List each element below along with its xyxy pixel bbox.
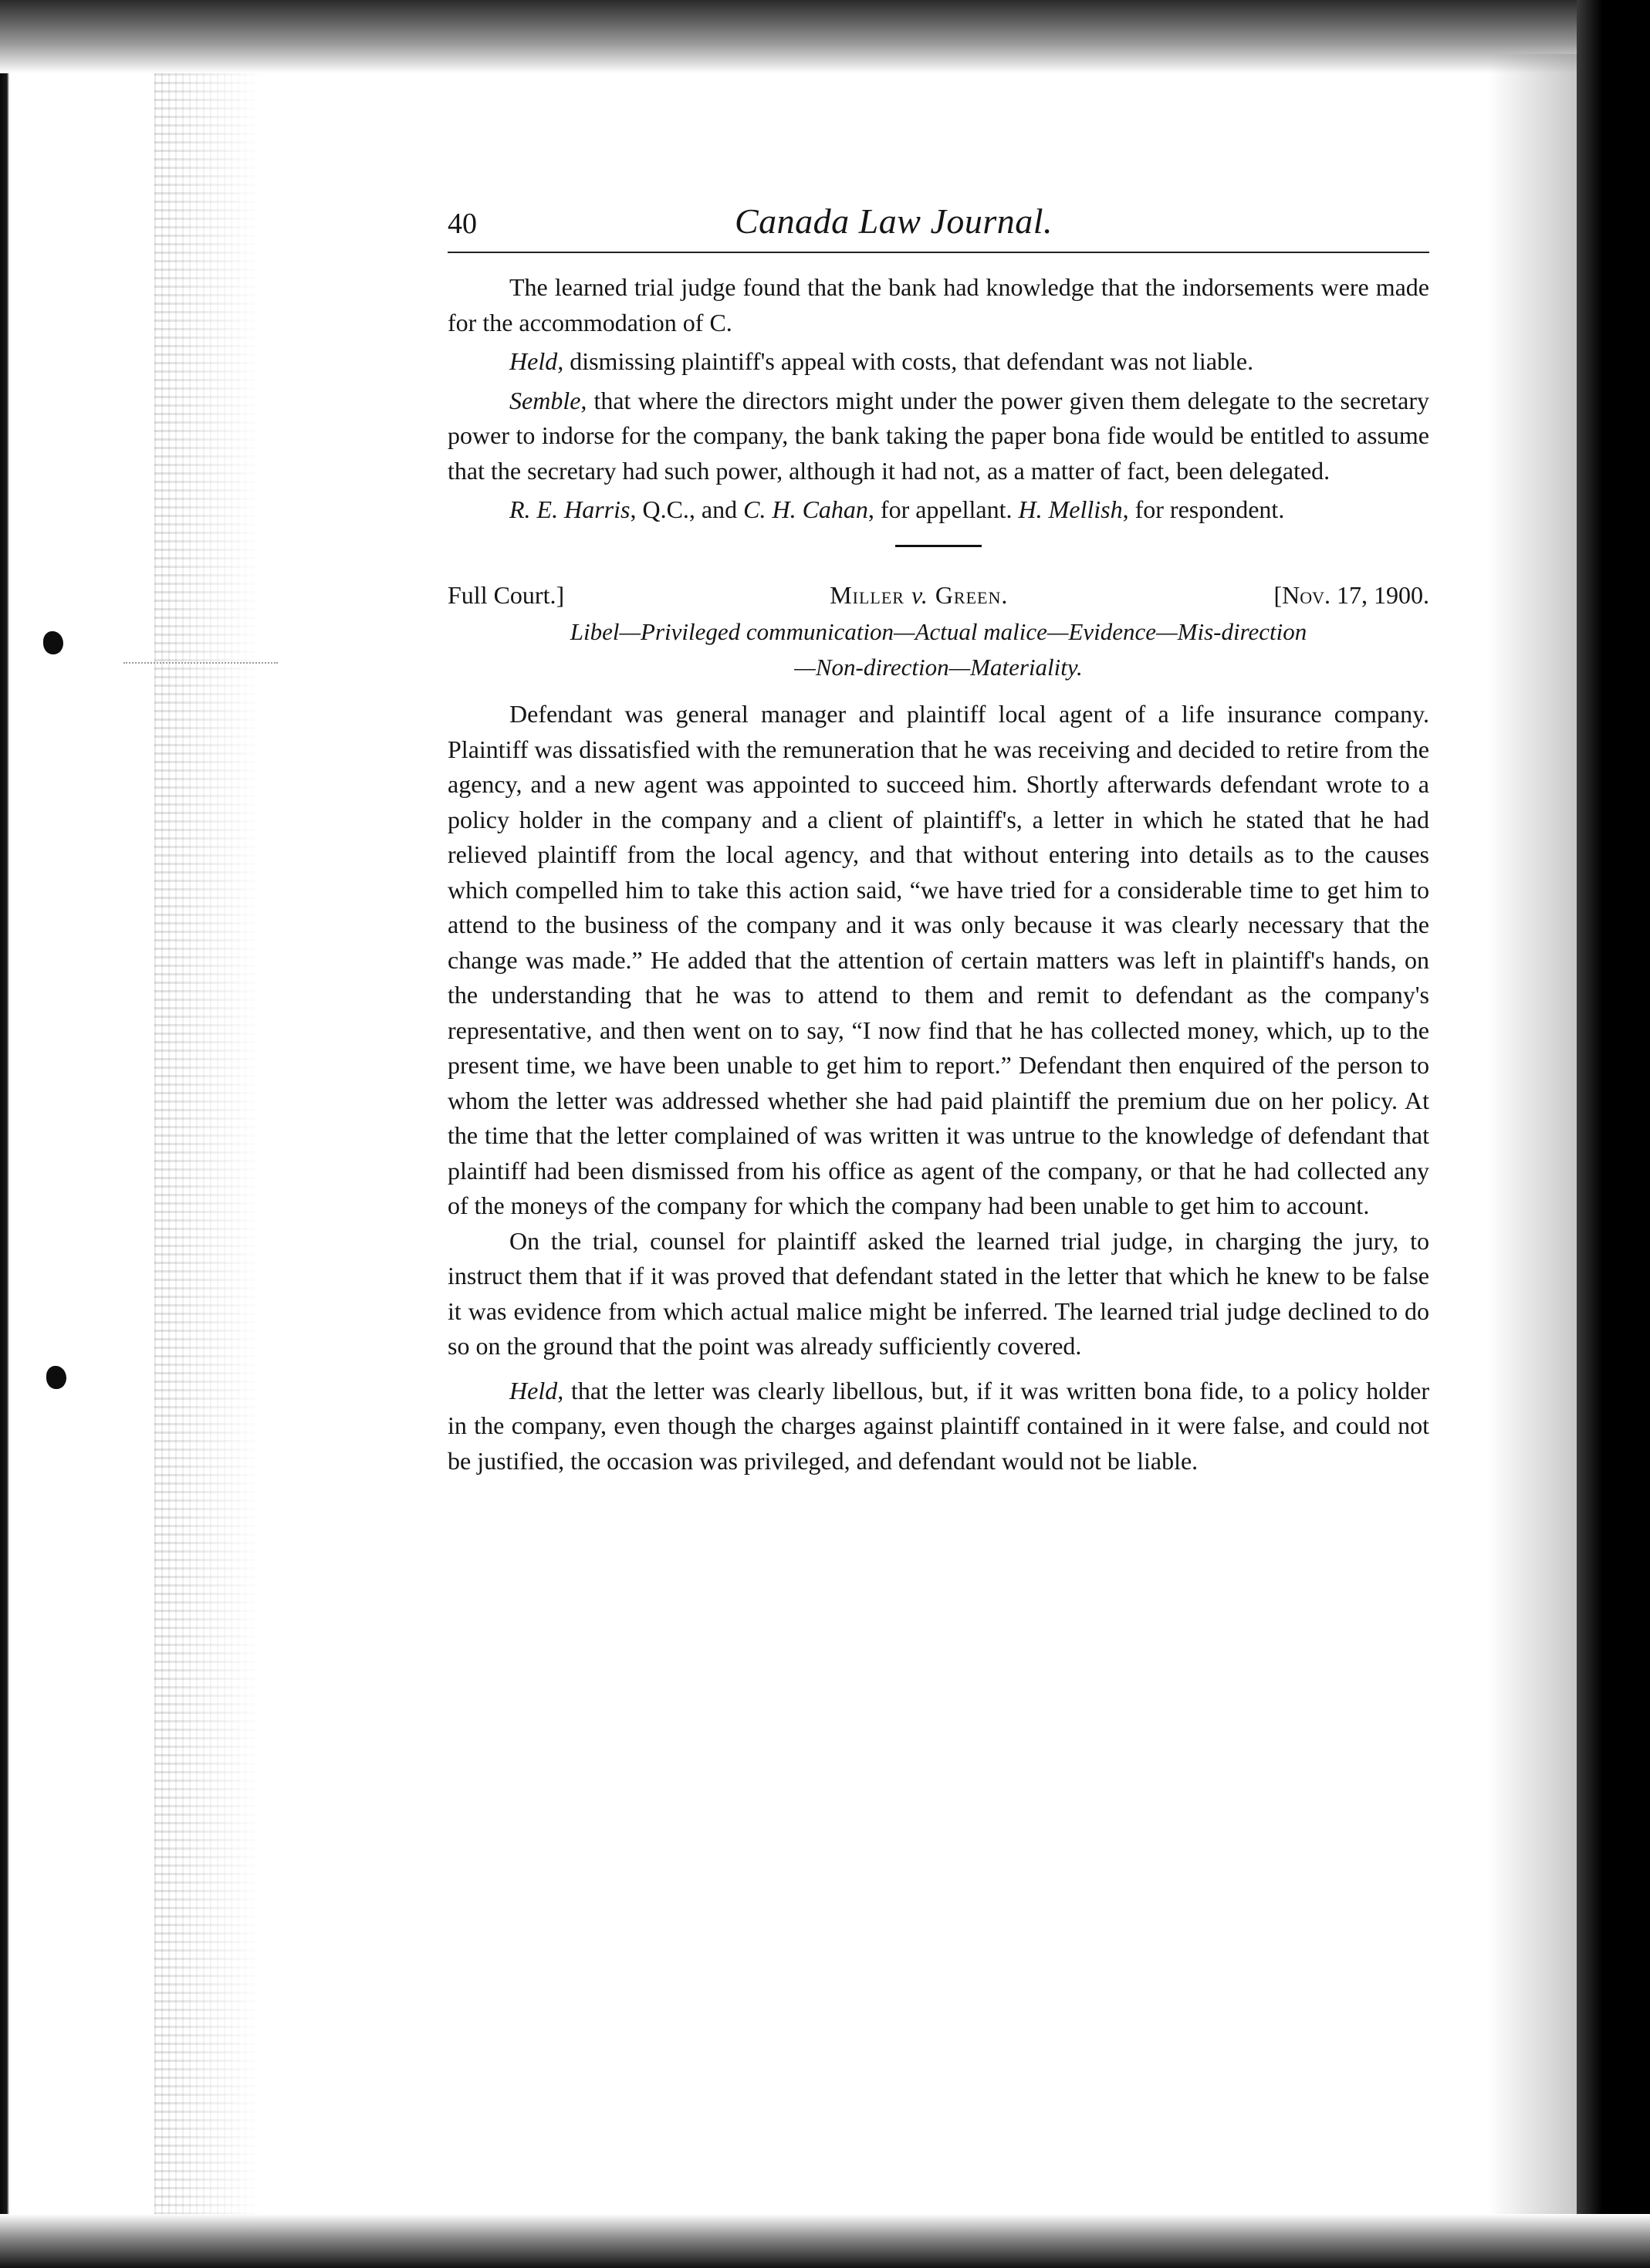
held-text: dismissing plaintiff's appeal with costs, that defendant was not liable. [563,347,1254,375]
case-headnote [448,614,1429,684]
semble-text: that where the directors might under the power given them delegate to the secretary power to indorse for the company, the bank taking the paper bona fide would be entitled to assume that the secretary had such power, although it had not, as a matter of fact, been delegated. [448,386,1429,485]
paragraph-semble [448,384,1429,489]
journal-page [448,201,1429,1479]
case-party: Green. [935,580,1009,609]
held-text: that the letter was clearly libellous, but, if it was written bona fide, to a policy holder in the company, even though the charges against plaintiff contained in it were false, and could not be justified, the occasion was privileged, and defendant would not be liable. [448,1376,1429,1475]
page-header [448,201,1429,253]
paragraph-held [448,344,1429,380]
page-number: 40 [448,208,477,240]
scan-page-curl-shadow [1488,54,1581,2215]
held-label: Held, [509,1376,564,1404]
margin-ink-blot [46,1366,66,1389]
counsel-text: , for appellant. [867,495,1019,523]
case-header [448,578,1429,613]
section-divider [895,545,982,547]
counsel-name: H. Mellish [1018,495,1123,523]
scan-binding-noise [154,73,262,2268]
case-party: Miller [830,580,904,609]
semble-label: Semble, [509,386,587,414]
case-date: [Nov. 17, 1900. [1273,580,1429,609]
scan-edge-top [0,0,1650,73]
counsel-name: R. E. Harris [509,495,631,523]
counsel-name: C. H. Cahan [743,495,868,523]
case-title [830,578,1008,613]
court-name: Full Court.] [448,580,565,609]
paragraph-trial: On the trial, counsel for plaintiff asked the learned trial judge, in charging the jury, to instruct them that if it was proved that defendant stated in the letter that which he knew to be false it was evidence from which actual malice might be inferred. The learned trial judge declined to do so on the ground that the point was already sufficiently covered. [448,1226,1429,1360]
headnote-line: Libel—Privileged communication—Actual malice—Evidence—Mis-direction [570,618,1307,645]
journal-title: Canada Law Journal. [735,201,1053,241]
paragraph-held-final [448,1374,1429,1479]
margin-dotted-line [123,662,278,664]
held-label: Held, [509,347,564,375]
case-versus: v. [911,580,928,609]
scan-edge-right [1577,0,1650,2268]
paragraph-facts: Defendant was general manager and plaintiff local agent of a life insurance company. Plaintiff was dissatisfied with the remuneration that he was receiving and decided to retire from the agency, and a new agent was appointed to succeed him. Shortly afterwards defendant wrote to a policy holder in the company and a client of plaintiff's, a letter in which he stated that he had relieved plaintiff from the local agency, and that without entering into details as to the causes which compelled him to take this action said, “we have tried for a considerable time to get him to attend to the business of the company and it was only because it was clearly necessary that the change was made.” He added that the attention of certain matters was left in plaintiff's hands, on the understanding that he was to attend to them and remit to defendant as the company's representative, and then went on to say, “I now find that he has collected money, which, up to the present time, we have been unable to get him to report.” Defendant then enquired of the person to whom the letter was addressed whether she had paid plaintiff the premium due on her policy. At the time that the letter complained of was written it was untrue to the knowledge of defendant that plaintiff had been dismissed from his office as agent of the company, or that he had collected any of the moneys of the company for which the company had been unable to get him to account. [448,700,1429,1219]
paragraph-trial-finding: The learned trial judge found that the bank had knowledge that the indorsements were made for the accommodation of C. [448,273,1429,336]
counsel-text: , for respondent. [1122,495,1285,523]
scan-edge-left [0,73,154,2268]
headnote-line: —Non-direction—Materiality. [794,653,1083,681]
paragraph-counsel [448,492,1429,528]
margin-ink-blot [43,631,63,654]
counsel-text: , Q.C., and [630,495,744,523]
scan-edge-bottom [0,2214,1650,2268]
